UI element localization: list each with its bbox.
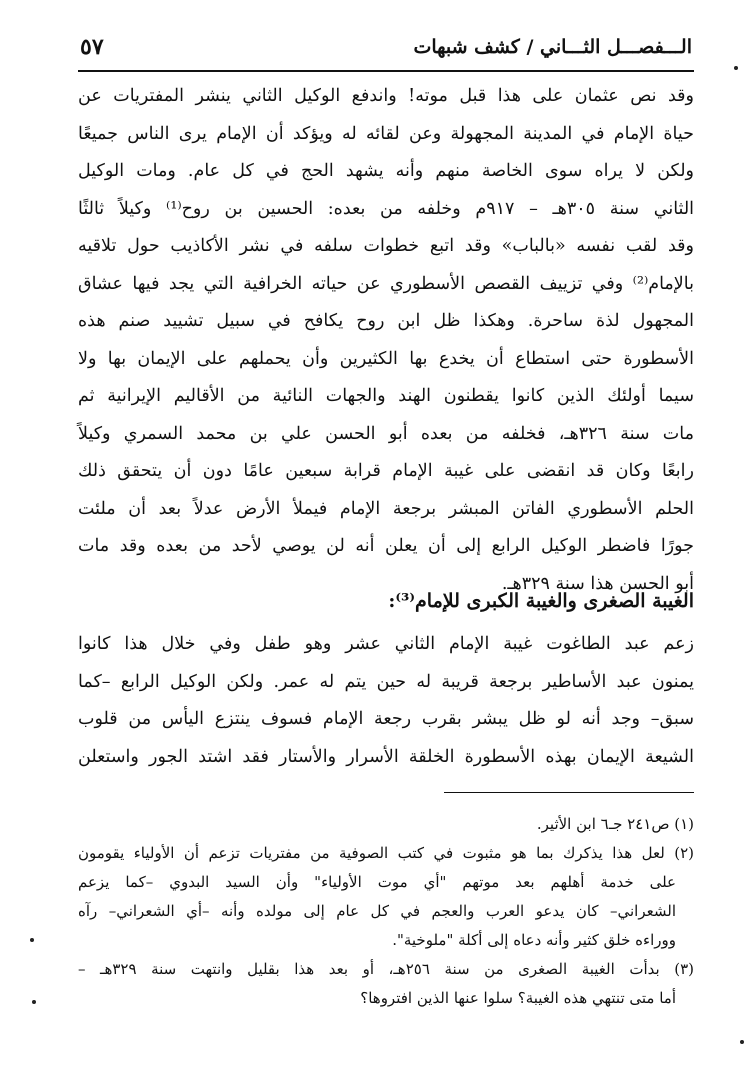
text-line: مات سنة ٣٢٦هـ، فخلفه من بعده أبو الحسن علي بن محمد السمري وكيلاً — [78, 423, 694, 444]
section-heading: الغيبة الصغرى والغيبة الكبرى للإمام⁽³⁾: — [388, 590, 694, 612]
text-line: الثاني سنة ٣٠٥هـ – ٩١٧م وخلفه من بعده: الحسين بن روح⁽¹⁾ وكيلاً ثالثًا — [78, 198, 695, 219]
text-line: سبق– وجد أنه لو ظل يبشر بقرب رجعة الإمام فسوف ينتزع اليأس من قلوب — [78, 709, 694, 729]
footnote-line: (٢) لعل هذا يذكرك بما هو مثبوت في كتب الصوفية من مفتريات تزعم أن الأولياء يقومون — [78, 844, 694, 862]
text-line: زعم عبد الطاغوت غيبة الإمام الثاني عشر وهو طفل وفي خلال هذا كانوا — [78, 634, 694, 654]
text-line: أبو الحسن هذا سنة ٣٢٩هـ. — [501, 573, 694, 594]
text-line: وقد لقب نفسه «بالباب» وقد اتبع خطوات سلفه في نشر الأكاذيب حول تلاقيه — [78, 236, 694, 256]
footnote-2 — [78, 839, 694, 955]
text-line: حياة الإمام في المدينة المجهولة وعن لقائه له ويؤكد أن الإمام يرى الناس جميعًا — [78, 123, 694, 144]
text-line: المجهول لذة ساحرة. وهكذا ظل ابن روح يكافح في سبيل تشييد صنم هذه — [78, 311, 694, 331]
footnote-line: (٣) بدأت الغيبة الصغرى من سنة ٢٥٦هـ، أو بعد هذا بقليل وانتهت سنة ٣٢٩هـ – — [78, 960, 694, 978]
footnote-line: الشعراني– كان يدعو العرب والعجم في كل عام إلى مولده وأنه –أي الشعراني– رآه — [78, 902, 676, 920]
text-line: وقد نص عثمان على هذا قبل موته! واندفع الوكيل الثاني ينشر المفتريات عن — [78, 86, 694, 106]
text-line: بالإمام⁽²⁾ وفي تزييف القصص الأسطوري عن حياته الخرافية التي يجد فيها عشاق — [78, 273, 694, 294]
text-line: رابعًا وكان قد انقضى على غيبة الإمام قرابة سبعين عامًا دون أن يتحقق ذلك — [78, 461, 694, 481]
scan-speck — [740, 1040, 744, 1044]
text-line: ولكن لا يراه سوى الخاصة منهم وأنه يشهد الحج في كل عام. ومات الوكيل — [78, 161, 694, 181]
text-line: الأسطورة حتى استطاع أن يخدع بها الكثيرين وأن يحملهم على الإيمان بها ولا — [78, 348, 694, 369]
page-number: ٥٧ — [80, 34, 104, 60]
text-line: جورًا فاضطر الوكيل الرابع إلى أن يعلن أنه لن يوصي لأحد من بعده وقد مات — [78, 536, 694, 556]
footnotes — [78, 810, 694, 1013]
main-text — [78, 78, 694, 603]
footnote-line: على خدمة أهلهم بعد موتهم "أي موت الأولياء" وأن السيد البدوي –كما يزعم — [78, 873, 676, 891]
running-head: الـــفصـــل الثـــاني / كشف شبهات — [413, 36, 692, 58]
scan-speck — [30, 938, 34, 942]
text-line: يمنون عبد الأساطير برجعة قريبة له حين يتم له عمر. ولكن الوكيل الرابع –كما — [78, 671, 694, 692]
footnote-separator — [444, 792, 694, 793]
footnote-line: ووراءه خلق كثير وأنه دعاه إلى أكلة "ملوخية". — [392, 931, 676, 949]
text-line: الحلم الأسطوري الفاتن المبشر برجعة الإمام فيملأ الأرض عدلاً بعد أن ملئت — [78, 498, 694, 519]
footnote-line: أما متى تنتهي هذه الغيبة؟ سلوا عنها الذين افتروها؟ — [360, 989, 676, 1007]
scan-speck — [32, 1000, 36, 1004]
section-text — [78, 626, 694, 776]
text-line: الشيعة الإيمان بهذه الأسطورة الخلقة الأسرار والأستار فقد اشتد الجور واستعلن — [78, 746, 694, 767]
footnote-3 — [78, 955, 694, 1013]
footnote-line: (١) ص٢٤١ جـ٦ ابن الأثير. — [536, 815, 694, 833]
page-header — [78, 30, 694, 72]
text-line: سيما أولئك الذين كانوا يقطنون الهند والجهات النائية من الأقاليم الإيرانية ثم — [78, 386, 694, 406]
footnote-1 — [78, 810, 694, 839]
scan-speck — [734, 66, 738, 70]
